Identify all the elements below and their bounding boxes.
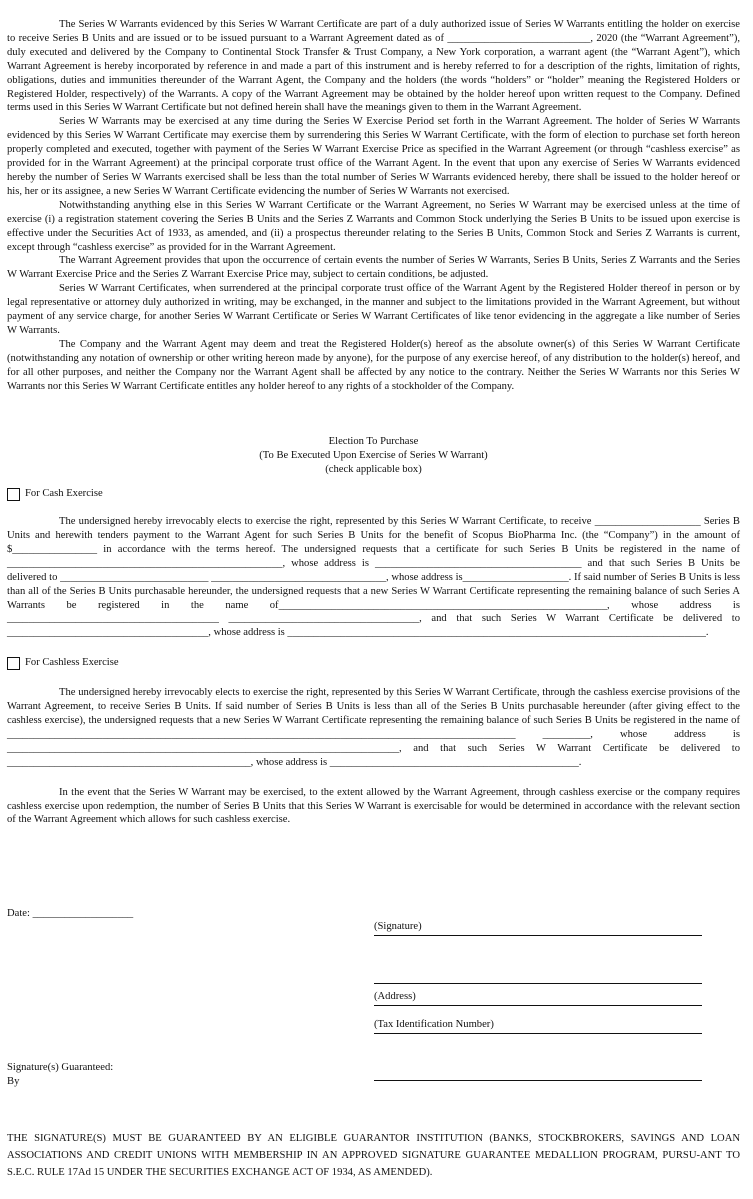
signature-guaranteed-label: Signature(s) Guaranteed: bbox=[7, 1062, 114, 1073]
cashless-exercise-checkbox[interactable] bbox=[7, 657, 20, 670]
by-label: By bbox=[7, 1076, 20, 1087]
tax-id-label: (Tax Identification Number) bbox=[374, 1019, 702, 1034]
cash-exercise-text: The undersigned hereby irrevocably elects to exercise the right, represented by this Series W Warrant Certificate, to receive ____________________ Series B Units and herewith tenders payment to the Warrant Agent for such Series B Units for the benefit of Scopus BioPharma Inc. (the “Company”) in the amount of $________________ in accordance with the terms hereof. The undersigned requests that a certificate for such Series B Units be registered in the name of ____________________________________________________, whose address is _______________________________________ and that such Series B Units be delivered to ____________________________ _________________________________, whose address is____________________. If said number of Series B Units is less than all of the Series B Units purchasable hereunder, the undersigned requests that a new Series W Warrant Certificate representing the remaining balance of such Series A Warrants be registered in the name of______________________________________________________________, whose address is ________________________________________ ____________________________________, and that such Series W Warrant Certificate be delivered to ______________________________________, whose address is _______________________________________________________________________________. bbox=[7, 516, 740, 639]
guarantor-signature-line[interactable] bbox=[374, 1066, 702, 1081]
cashless-exercise-text: The undersigned hereby irrevocably elects to exercise the right, represented by this Series W Warrant Certificate, through the cashless exercise provisions of the Warrant Agreement, to receive Series B Units. If said number of Series B Units is less than all of the Series B Units purchasable hereunder (after giving effect to the cashless exercise), the undersigned requests that a new Series W Warrant Certificate representing the remaining balance of such Series B Units be registered in the name of ________________________________________________________________________________________________ _________, whose address is __________________________________________________________________________, and that such Series W Warrant Certificate be delivered to ______________________________________________, whose address is _______________________________________________. bbox=[7, 687, 740, 768]
tax-id-line[interactable] bbox=[374, 1019, 702, 1034]
cashless-exercise-label: For Cashless Exercise bbox=[25, 657, 119, 669]
paragraph-exchange: Series W Warrant Certificates, when surrendered at the principal corporate trust office of the Warrant Agent by the Registered Holder thereof in person or by legal representative or attorney duly authorized in writing, may be exchanged, in the manner and subject to the limitations provided in the Warrant Agreement, but without payment of any service charge, for another Series W Warrant Certificate or Series W Warrant Certificates of like tenor evidencing in the aggregate a like number of Series W Warrants. bbox=[7, 283, 740, 336]
guarantee-notice: THE SIGNATURE(S) MUST BE GUARANTEED BY AN ELIGIBLE GUARANTOR INSTITUTION (BANKS, STOCKBROKERS, SAVINGS AND LOAN ASSOCIATIONS AND CREDIT UNIONS WITH MEMBERSHIP IN AN APPROVED SIGNATURE GUARANTEE MEDALLION PROGRAM, PURSU-ANT TO S.E.C. RULE 17Ad 15 UNDER THE SECURITIES EXCHANGE ACT OF 1934, AS AMENDED). bbox=[7, 1133, 740, 1178]
address-label: (Address) bbox=[374, 991, 702, 1006]
election-note: (check applicable box) bbox=[325, 464, 422, 476]
date-field[interactable]: Date: ___________________ bbox=[7, 908, 134, 919]
signature-label: (Signature) bbox=[374, 921, 702, 936]
paragraph-warrant-agreement: The Series W Warrants evidenced by this Series W Warrant Certificate are part of a duly authorized issue of Series W Warrants entitling the holder on exercise to receive Series B Units and are issued or to be issued pursuant to a Warrant Agreement dated as of ___________________________, 2020 (the “Warrant Agreement”), duly executed and delivered by the Company to Continental Stock Transfer & Trust Company, a New York corporation, a warrant agent (the “Warrant Agent”), which Warrant Agreement is hereby incorporated by reference in and made a part of this instrument and is hereby referred to for a description of the rights, limitation of rights, obligations, duties and immunities thereunder of the Warrant Agent, the Company and the holders (the words “holders” or “holder” meaning the Registered Holders or Registered Holder, respectively) of the Warrants. A copy of the Warrant Agreement may be obtained by the holder hereof upon written request to the Company. Defined terms used in this Series W Warrant Certificate but not defined herein shall have the meanings given to them in the Warrant Agreement. bbox=[7, 19, 740, 114]
document-body bbox=[7, 18, 740, 827]
election-heading bbox=[7, 435, 740, 477]
paragraph-registration: Notwithstanding anything else in this Series W Warrant Certificate or the Warrant Agreement, no Series W Warrant may be exercised unless at the time of exercise (i) a registration statement covering the Series B Units and the Series Z Warrants and Common Stock underlying the Series B Units to be issued upon exercise is effective under the Securities Act of 1933, as amended, and (ii) a prospectus thereunder relating to the Series B Units, Common Stock and Series Z Warrants is current, except through “cashless exercise” as provided for in the Warrant Agreement. bbox=[7, 199, 740, 253]
cash-exercise-option[interactable] bbox=[7, 487, 740, 501]
paragraph-adjustment: The Warrant Agreement provides that upon the occurrence of certain events the number of Series W Warrants, Series B Units, Series Z Warrants and the Series W Warrant Exercise Price and the Series Z Warrant Exercise Price may, subject to certain conditions, be adjusted. bbox=[7, 255, 740, 281]
cash-exercise-label: For Cash Exercise bbox=[25, 488, 103, 500]
signature-line[interactable] bbox=[374, 921, 702, 936]
paragraph-ownership: The Company and the Warrant Agent may deem and treat the Registered Holder(s) hereof as the absolute owner(s) of this Series W Warrant Certificate (notwithstanding any notation of ownership or other writing hereon made by anyone), for the purpose of any exercise hereof, of any distribution to the holder(s) hereof, and for all other purposes, and neither the Company nor the Warrant Agent shall be affected by any notice to the contrary. Neither the Series W Warrants nor this Series W Warrants nor this Series W Warrant Certificate entitles any holder hereof to any rights of a stockholder of the Company. bbox=[7, 338, 740, 392]
election-title: Election To Purchase bbox=[328, 436, 419, 448]
cashless-exercise-option[interactable] bbox=[7, 656, 740, 670]
blank-line bbox=[374, 969, 702, 984]
address-line[interactable] bbox=[374, 991, 702, 1006]
cashless-followup-text: In the event that the Series W Warrant may be exercised, to the extent allowed by the Warrant Agreement, through cashless exercise or the company requires cashless exercise upon redemption, the number of Series B Units that this Series W Warrant is exercisable for would be determined in accordance with the relevant section of the Warrant Agreement which allows for such cashless exercise. bbox=[7, 786, 740, 826]
cash-exercise-checkbox[interactable] bbox=[7, 488, 20, 501]
paragraph-exercise: Series W Warrants may be exercised at any time during the Series W Exercise Period set forth in the Warrant Agreement. The holder of Series W Warrants evidenced by this Series W Warrant Certificate may exercise them by surrendering this Series W Warrant Certificate, with the form of election to purchase set forth hereon properly completed and executed, together with payment of the Series W Warrant Exercise Price as specified in the Warrant Agreement (or through “cashless exercise” as provided for in the Warrant Agreement) at the principal corporate trust office of the Warrant Agent. In the event that upon any exercise of Series W Warrants evidenced hereby the number of Series W Warrants exercised shall be less than the total number of Series W Warrants evidenced hereby, there shall be issued to the holder hereof or his, her or its assignee, a new Series W Warrant Certificate evidencing the number of Series W Warrants not exercised. bbox=[7, 116, 740, 197]
election-subtitle: (To Be Executed Upon Exercise of Series W Warrant) bbox=[259, 450, 488, 462]
